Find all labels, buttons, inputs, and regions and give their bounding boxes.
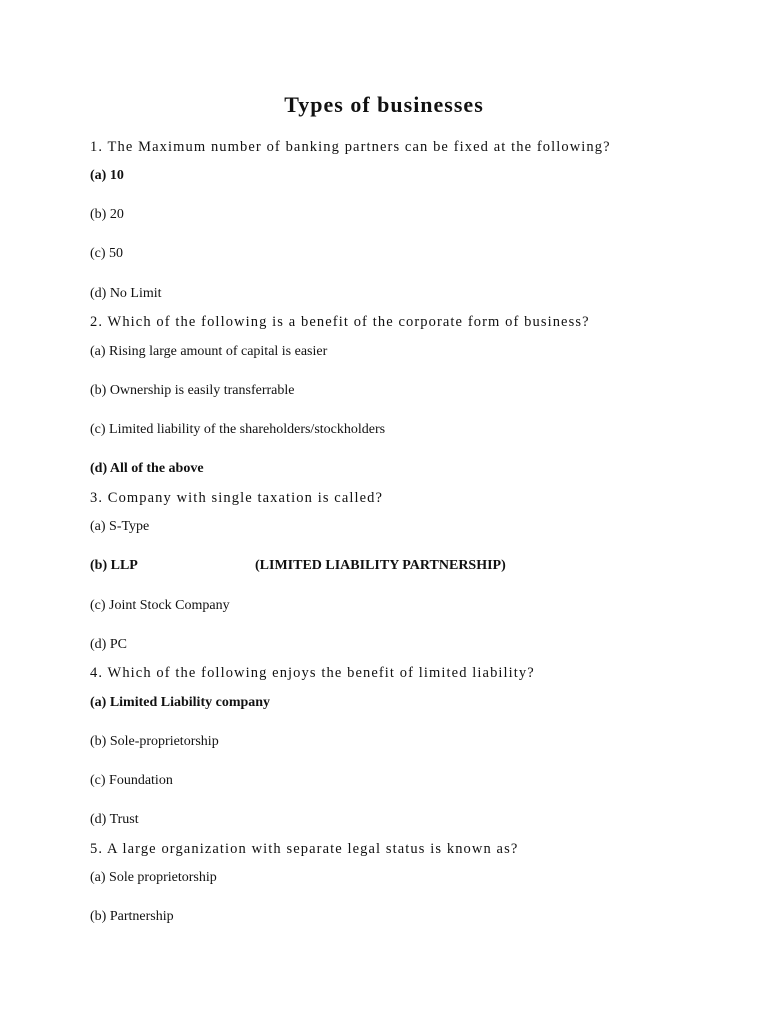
q1-option-a-answer: (a) 10 <box>90 168 124 183</box>
q2-option-a: (a) Rising large amount of capital is easier <box>90 344 328 359</box>
q1-option-d: (d) No Limit <box>90 286 162 301</box>
q3-option-c: (c) Joint Stock Company <box>90 598 230 613</box>
q1-option-c: (c) 50 <box>90 246 124 261</box>
question-3: 3. Company with single taxation is called? <box>90 490 384 506</box>
q1-option-b: (b) 20 <box>90 207 124 222</box>
page-title: Types of businesses <box>284 92 484 117</box>
question-5: 5. A large organization with separate legal status is known as? <box>90 841 519 857</box>
q2-option-c: (c) Limited liability of the shareholders/stockholders <box>90 422 386 437</box>
q4-option-d: (d) Trust <box>90 812 139 827</box>
q5-option-a: (a) Sole proprietorship <box>90 870 217 885</box>
q4-option-a-answer: (a) Limited Liability company <box>90 695 271 710</box>
question-1: 1. The Maximum number of banking partners can be fixed at the following? <box>90 139 611 155</box>
question-4: 4. Which of the following enjoys the benefit of limited liability? <box>90 665 535 681</box>
q5-option-b: (b) Partnership <box>90 909 174 924</box>
q3-option-a: (a) S-Type <box>90 519 150 534</box>
q3-option-b-answer: (b) LLP <box>90 558 138 573</box>
q3-option-d: (d) PC <box>90 637 127 652</box>
q4-option-c: (c) Foundation <box>90 773 173 788</box>
q2-option-b: (b) Ownership is easily transferrable <box>90 383 295 398</box>
q2-option-d-answer: (d) All of the above <box>90 461 204 476</box>
question-2: 2. Which of the following is a benefit of the corporate form of business? <box>90 314 590 330</box>
q4-option-b: (b) Sole-proprietorship <box>90 734 219 749</box>
q3-answer-note: (LIMITED LIABILITY PARTNERSHIP) <box>255 558 506 573</box>
